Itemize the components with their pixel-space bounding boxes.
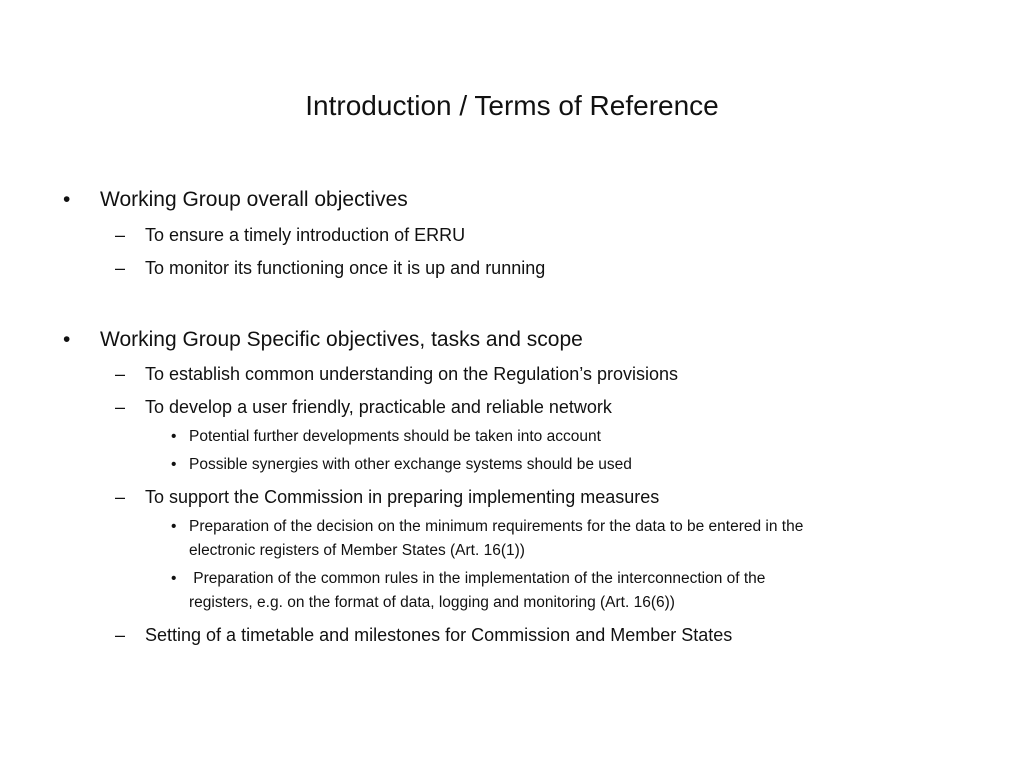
- bullet-text: electronic registers of Member States (Art. 16(1)): [189, 542, 525, 559]
- sub-bullet-item: [115, 223, 466, 247]
- bullet-text: To ensure a timely introduction of ERRU: [145, 225, 466, 245]
- bullet-item-level1: [63, 327, 583, 353]
- sub-sub-bullet-continuation: [189, 539, 525, 563]
- sub-sub-bullet-continuation: [189, 591, 675, 615]
- dash-marker-icon: –: [115, 364, 126, 384]
- sub-sub-bullet-item: [171, 425, 601, 449]
- dash-marker-icon: –: [115, 225, 126, 245]
- bullet-text: Possible synergies with other exchange systems should be used: [189, 456, 632, 473]
- small-bullet-marker-icon: •: [171, 518, 177, 535]
- dash-marker-icon: –: [115, 258, 126, 278]
- bullet-text: Preparation of the common rules in the implementation of the interconnection of the: [189, 570, 766, 587]
- sub-sub-bullet-item: [171, 567, 766, 591]
- dash-marker-icon: –: [115, 487, 126, 507]
- bullet-text: Working Group Specific objectives, tasks and scope: [100, 328, 583, 351]
- bullet-text: To establish common understanding on the Regulation’s provisions: [145, 364, 678, 384]
- sub-bullet-item: [115, 623, 733, 647]
- bullet-text: Potential further developments should be taken into account: [189, 428, 601, 445]
- bullet-marker-icon: •: [63, 188, 71, 211]
- small-bullet-marker-icon: •: [171, 456, 177, 473]
- bullet-marker-icon: •: [63, 328, 71, 351]
- bullet-text: To monitor its functioning once it is up and running: [145, 258, 546, 278]
- bullet-text: Preparation of the decision on the minimum requirements for the data to be entered in the: [189, 518, 804, 535]
- bullet-text: To develop a user friendly, practicable and reliable network: [145, 397, 612, 417]
- bullet-text: Setting of a timetable and milestones for Commission and Member States: [145, 625, 733, 645]
- bullet-text: To support the Commission in preparing implementing measures: [145, 487, 660, 507]
- small-bullet-marker-icon: •: [171, 570, 177, 587]
- bullet-text: Working Group overall objectives: [100, 188, 408, 211]
- bullet-text: registers, e.g. on the format of data, logging and monitoring (Art. 16(6)): [189, 594, 675, 611]
- sub-sub-bullet-item: [171, 515, 804, 539]
- small-bullet-marker-icon: •: [171, 428, 177, 445]
- sub-bullet-item: [115, 485, 660, 509]
- sub-sub-bullet-item: [171, 453, 632, 477]
- sub-bullet-item: [115, 362, 678, 386]
- bullet-item-level1: [63, 187, 408, 213]
- dash-marker-icon: –: [115, 625, 126, 645]
- sub-bullet-item: [115, 256, 546, 280]
- dash-marker-icon: –: [115, 397, 126, 417]
- sub-bullet-item: [115, 395, 612, 419]
- slide-title: Introduction / Terms of Reference: [305, 90, 719, 121]
